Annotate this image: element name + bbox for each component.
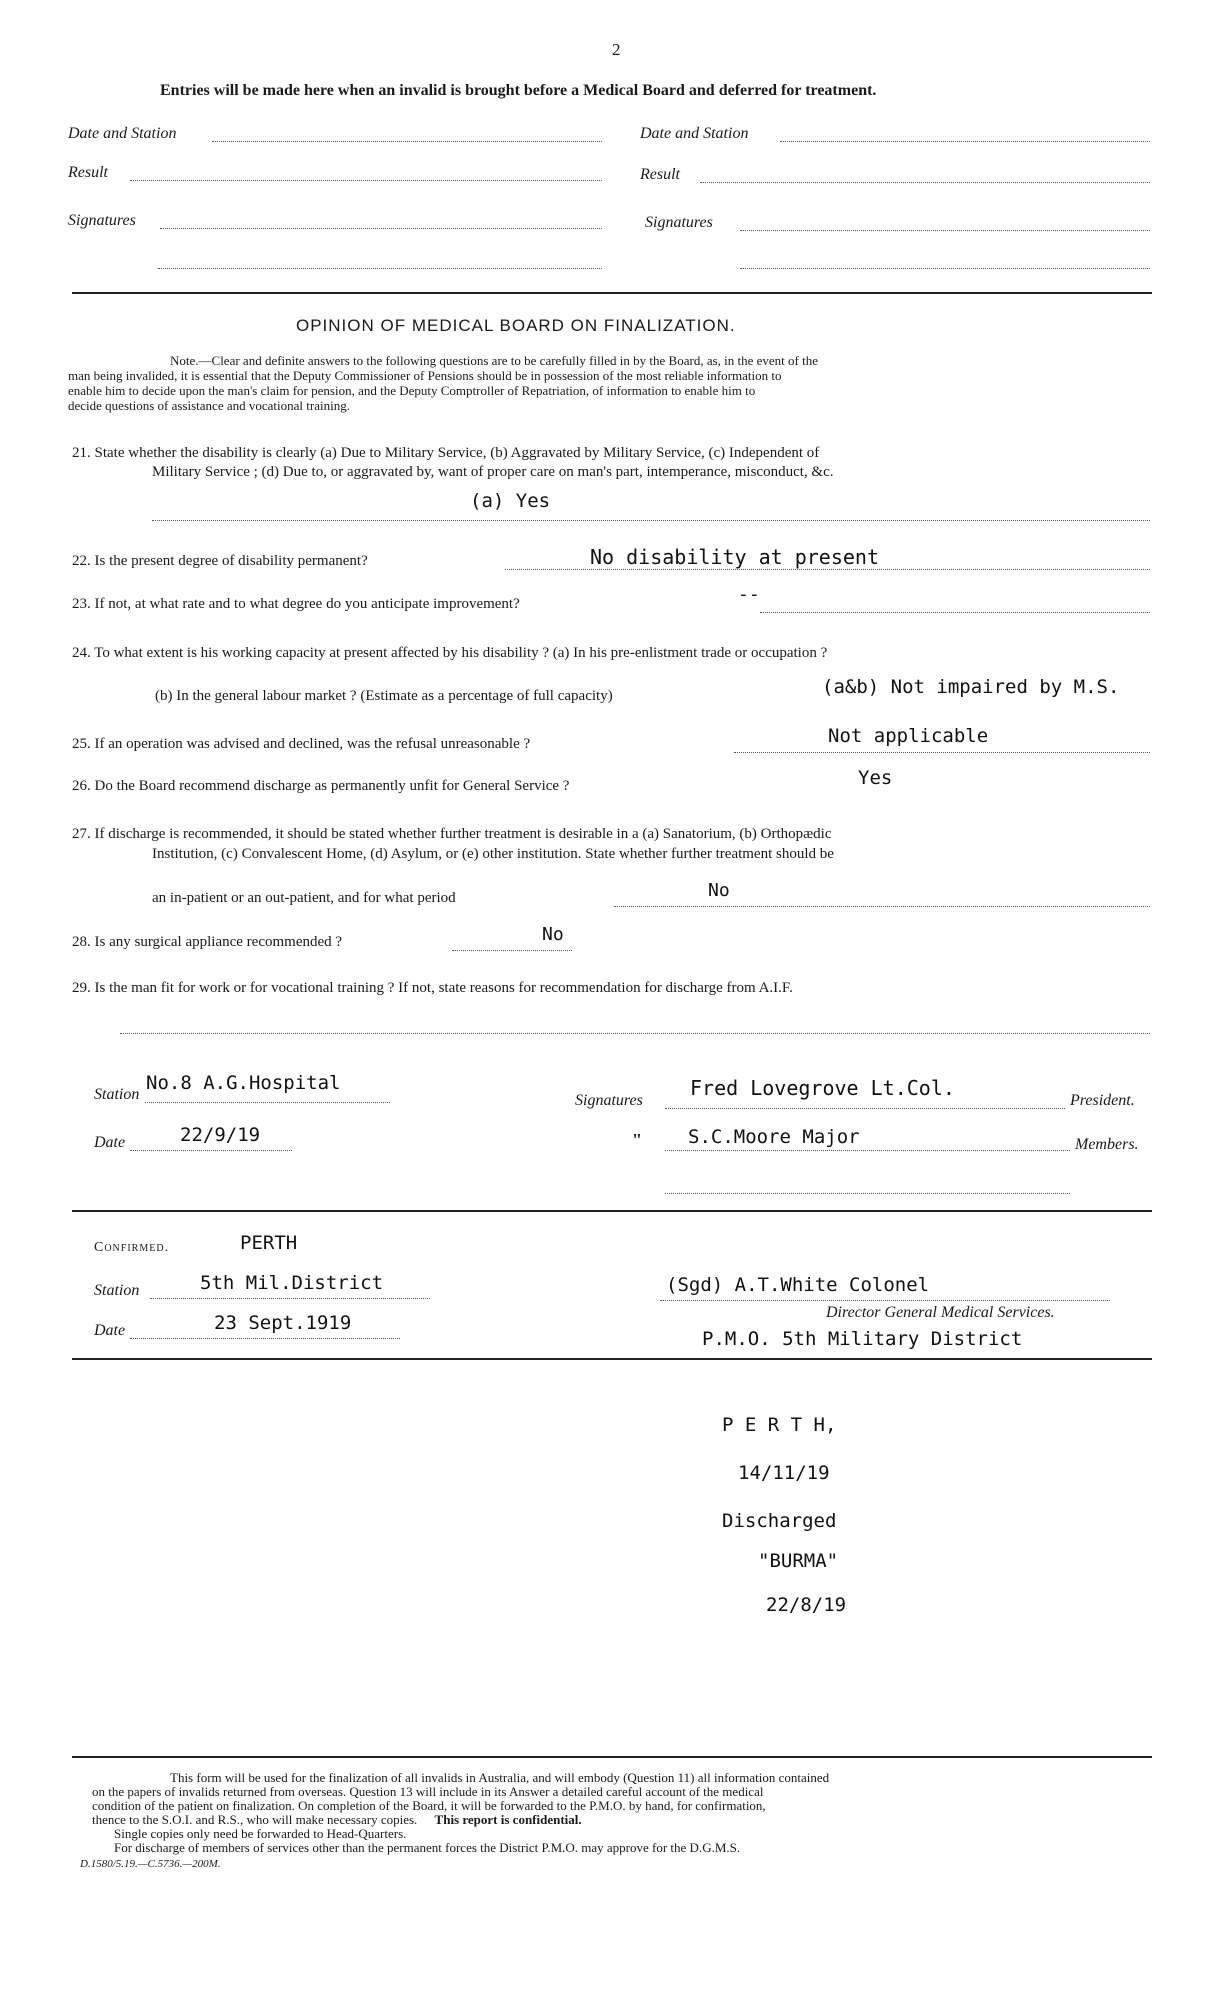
footer-single-copies: Single copies only need be forwarded to Head-Quarters. xyxy=(114,1826,407,1841)
footer-divider xyxy=(72,1756,1152,1758)
q24-answer: (a&b) Not impaired by M.S. xyxy=(822,676,1120,698)
ditto-mark: " xyxy=(632,1130,642,1150)
deferred-date-station-line-right[interactable] xyxy=(780,141,1150,142)
q24-line1: 24. To what extent is his working capacity at present affected by his disability ? (a) In his pre-enlistment trade or occupation ? xyxy=(72,645,828,661)
confirmed-date-line[interactable] xyxy=(130,1338,400,1339)
stamp-line-1: P E R T H, xyxy=(722,1414,837,1436)
note-line-4: decide questions of assistance and vocational training. xyxy=(68,398,350,413)
q25-answer-line[interactable] xyxy=(734,752,1150,753)
board-signatures-label: Signatures xyxy=(575,1092,643,1109)
footer-note xyxy=(92,1771,1142,1855)
confirmed-date-value: 23 Sept.1919 xyxy=(214,1312,352,1334)
q28-answer-line[interactable] xyxy=(452,950,572,951)
q27-line2: Institution, (c) Convalescent Home, (d) Asylum, or (e) other institution. State whether further treatment should be xyxy=(152,846,834,862)
president-signature: Fred Lovegrove Lt.Col. xyxy=(690,1076,955,1100)
confirmed-station-line[interactable] xyxy=(150,1298,430,1299)
q23-answer: -- xyxy=(738,584,760,605)
president-signature-line[interactable] xyxy=(665,1108,1065,1109)
q21-line2: Military Service ; (d) Due to, or aggravated by, want of proper care on man's part, intemperance, misconduct, &c. xyxy=(152,464,834,480)
q29-text: 29. Is the man fit for work or for vocational training ? If not, state reasons for recommendation for discharge from A.I.F. xyxy=(72,980,793,996)
board-station-value: No.8 A.G.Hospital xyxy=(146,1072,341,1094)
section-divider xyxy=(72,292,1152,294)
q26-text: 26. Do the Board recommend discharge as permanently unfit for General Service ? xyxy=(72,778,570,794)
member2-signature-line[interactable] xyxy=(665,1193,1070,1194)
q22-answer-line[interactable] xyxy=(505,569,1150,570)
deferred-signatures-label-left: Signatures xyxy=(68,212,136,229)
note-line-2: man being invalided, it is essential that the Deputy Commissioner of Pensions should be in possession of the most reliable information to xyxy=(68,368,782,383)
board-station-line[interactable] xyxy=(145,1102,390,1103)
note-line-1: Note.—Clear and definite answers to the following questions are to be carefully filled in by the Board, as, in the event of the xyxy=(170,353,819,368)
confirmed-signature: (Sgd) A.T.White Colonel xyxy=(666,1274,930,1296)
q26-answer: Yes xyxy=(858,767,893,789)
members-label: Members. xyxy=(1075,1136,1139,1153)
footer-discharge-note: For discharge of members of services other than the permanent forces the District P.M.O. may approve for the D.G.M.S. xyxy=(114,1840,741,1855)
pmo-designation: P.M.O. 5th Military District xyxy=(702,1328,1023,1350)
note-line-3: enable him to decide upon the man's claim for pension, and the Deputy Comptroller of Repatriation, of information to enable him to xyxy=(68,383,756,398)
stamp-line-4: "BURMA" xyxy=(758,1550,839,1572)
deferred-extra-line-left[interactable] xyxy=(158,268,602,269)
deferred-result-line-right[interactable] xyxy=(700,182,1150,183)
deferred-date-station-line-left[interactable] xyxy=(212,141,602,142)
deferred-heading: Entries will be made here when an invalid is brought before a Medical Board and deferred for treatment. xyxy=(160,82,877,99)
stamp-line-5: 22/8/19 xyxy=(766,1594,847,1616)
deferred-signatures-label-right: Signatures xyxy=(645,214,713,231)
q22-answer: No disability at present xyxy=(590,545,879,569)
deferred-date-station-label-left: Date and Station xyxy=(68,125,177,142)
confirmed-label: Confirmed. xyxy=(94,1240,170,1255)
board-date-value: 22/9/19 xyxy=(180,1124,261,1146)
q27-line3: an in-patient or an out-patient, and for what period xyxy=(152,890,456,906)
confirmed-date-label: Date xyxy=(94,1322,126,1339)
q22-text: 22. Is the present degree of disability permanent? xyxy=(72,553,368,569)
confirmed-station-label: Station xyxy=(94,1282,140,1299)
stamp-line-2: 14/11/19 xyxy=(738,1462,830,1484)
section-divider-3 xyxy=(72,1358,1152,1360)
board-station-label: Station xyxy=(94,1086,140,1103)
footer-line-3: condition of the patient on finalization. On completion of the Board, it will be forwarded to the P.M.O. by hand, for confirmation, xyxy=(92,1798,766,1813)
member-signature-line[interactable] xyxy=(665,1150,1070,1151)
opinion-note xyxy=(68,353,1150,413)
page-number: 2 xyxy=(612,40,621,59)
q21-answer: (a) Yes xyxy=(470,490,551,512)
confirmed-dgms-title: Director General Medical Services. xyxy=(826,1304,1055,1321)
deferred-signatures-line-left[interactable] xyxy=(160,228,602,229)
footer-line-2: on the papers of invalids returned from overseas. Question 13 will include in its Answer a detailed careful account of the medical xyxy=(92,1784,764,1799)
board-date-label: Date xyxy=(94,1134,126,1151)
q23-answer-line[interactable] xyxy=(760,612,1150,613)
president-label: President. xyxy=(1070,1092,1135,1109)
q23-text: 23. If not, at what rate and to what degree do you anticipate improvement? xyxy=(72,596,520,612)
confirmed-signature-line[interactable] xyxy=(660,1300,1110,1301)
q21-answer-line[interactable] xyxy=(152,520,1150,521)
footer-line-1: This form will be used for the finalization of all invalids in Australia, and will embody (Question 11) all information contained xyxy=(170,1770,830,1785)
opinion-title: OPINION OF MEDICAL BOARD ON FINALIZATION. xyxy=(296,316,736,335)
board-date-line[interactable] xyxy=(130,1150,292,1151)
stamp-line-3: Discharged xyxy=(722,1510,837,1532)
deferred-extra-line-right[interactable] xyxy=(740,268,1150,269)
footer-line-4: thence to the S.O.I. and R.S., who will make necessary copies. xyxy=(92,1812,418,1827)
deferred-signatures-line-right[interactable] xyxy=(740,230,1150,231)
q27-line1: 27. If discharge is recommended, it should be stated whether further treatment is desirable in a (a) Sanatorium, (b) Orthopædic xyxy=(72,826,832,842)
q25-text: 25. If an operation was advised and declined, was the refusal unreasonable ? xyxy=(72,736,531,752)
deferred-result-line-left[interactable] xyxy=(130,180,602,181)
deferred-result-label-left: Result xyxy=(68,164,108,181)
q27-answer: No xyxy=(708,880,730,901)
q29-answer-line[interactable] xyxy=(120,1033,1150,1034)
q27-answer-line[interactable] xyxy=(614,906,1150,907)
section-divider-2 xyxy=(72,1210,1152,1212)
deferred-result-label-right: Result xyxy=(640,166,680,183)
deferred-date-station-label-right: Date and Station xyxy=(640,125,749,142)
footer-confidential: This report is confidential. xyxy=(434,1812,582,1827)
q21-line1: 21. State whether the disability is clearly (a) Due to Military Service, (b) Aggravated by Military Service, (c) Independent of xyxy=(72,445,820,461)
member-signature: S.C.Moore Major xyxy=(688,1126,860,1148)
print-code: D.1580/5.19.—C.5736.—200M. xyxy=(80,1858,221,1870)
confirmed-station-value: 5th Mil.District xyxy=(200,1272,384,1294)
q25-answer: Not applicable xyxy=(828,725,989,747)
confirmed-place: PERTH xyxy=(240,1232,298,1254)
q24-line2: (b) In the general labour market ? (Estimate as a percentage of full capacity) xyxy=(155,688,613,704)
q28-answer: No xyxy=(542,924,564,945)
q28-text: 28. Is any surgical appliance recommended ? xyxy=(72,934,343,950)
